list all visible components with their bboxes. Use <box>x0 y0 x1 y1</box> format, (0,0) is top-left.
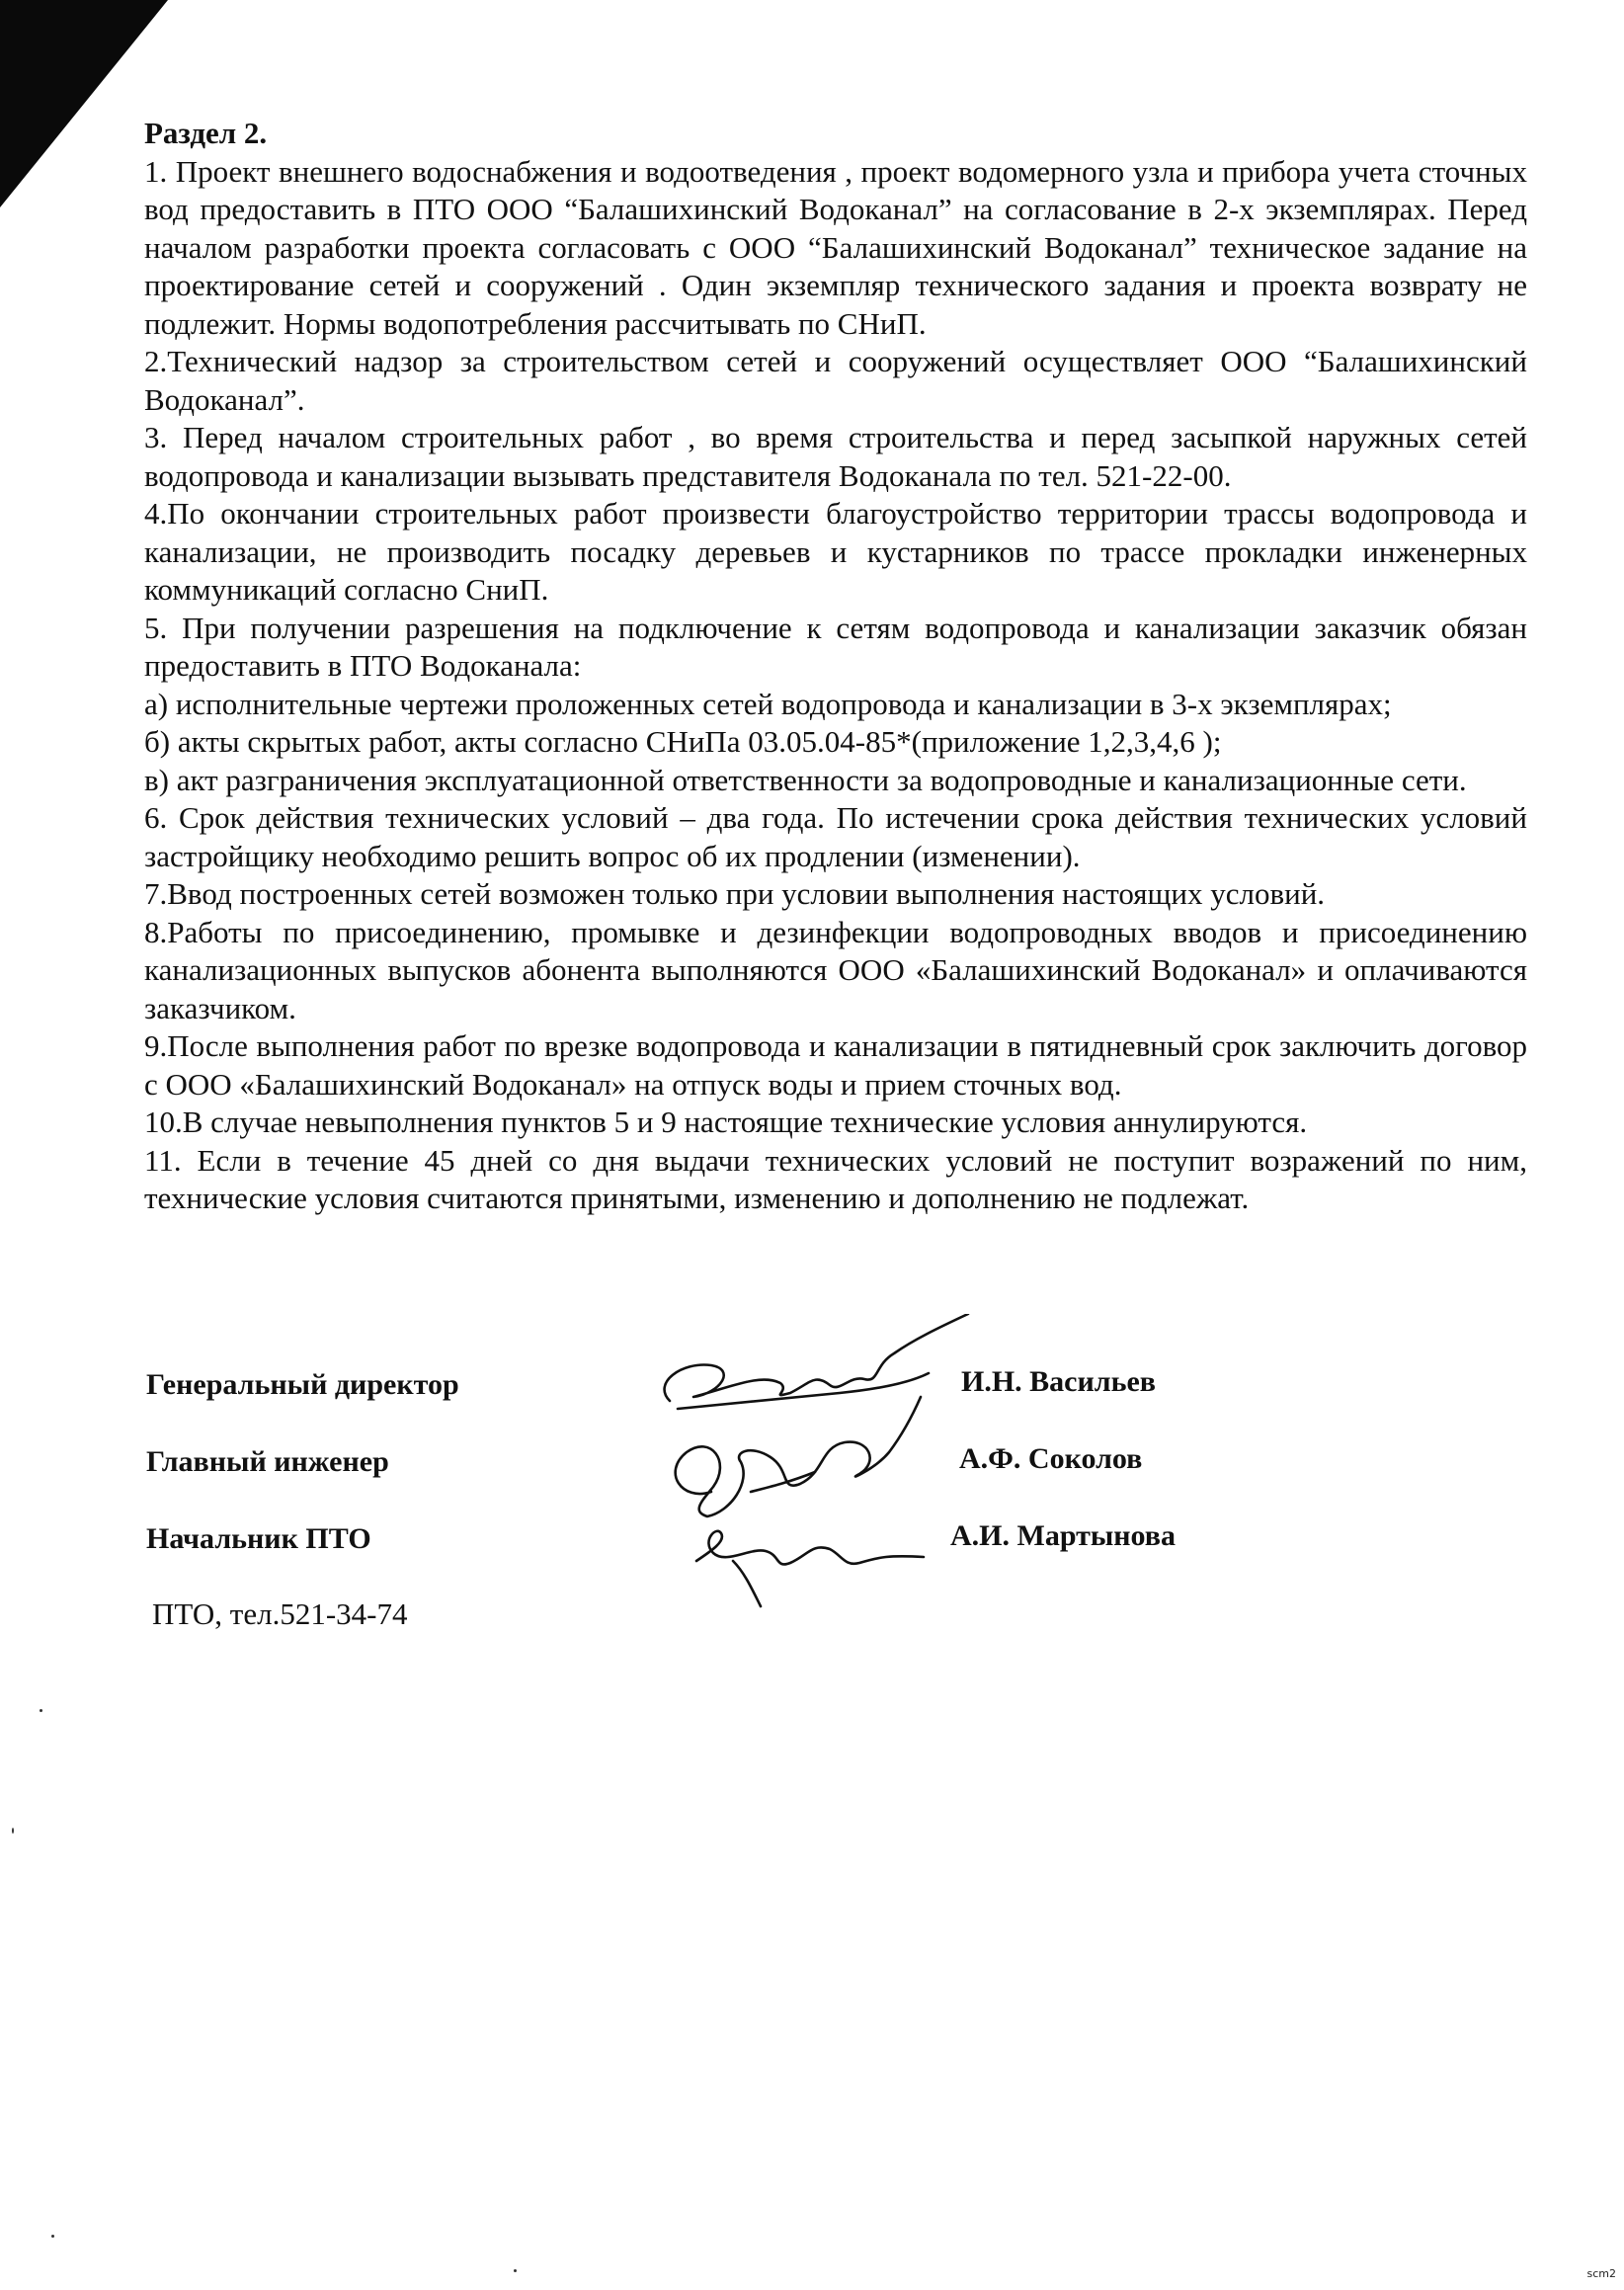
paragraph-5b: б) акты скрытых работ, акты согласно СНиПа 03.05.04-85*(приложение 1,2,3,4,6 ); <box>144 724 1222 759</box>
signer-title-chief-engineer: Главный инженер <box>146 1445 389 1478</box>
scan-speck <box>51 2235 54 2238</box>
section-heading: Раздел 2. <box>144 116 268 150</box>
signer-name-director: И.Н. Васильев <box>961 1365 1156 1398</box>
paragraph-8: 8.Работы по присоединению, промывке и дезинфекции водопроводных вводов и присоединению канализационных выпусков абонента выполняются ООО «Балашихинский Водоканал» и оплачиваются заказчиком. <box>144 914 1527 1025</box>
footer-mark: scm2 <box>1586 2267 1616 2280</box>
signer-title-director: Генеральный директор <box>146 1368 459 1401</box>
signature-stroke-chief <box>676 1397 921 1516</box>
signer-name-chief-engineer: А.Ф. Соколов <box>959 1442 1143 1475</box>
signer-name-pto-head: А.И. Мартынова <box>950 1519 1177 1552</box>
paragraph-4: 4.По окончании строительных работ произвести благоустройство территории трассы водопровода и канализации, не производить посадку деревьев и кустарников по трассе прокладки инженерных коммуникаций согласно СниП. <box>144 496 1527 607</box>
scan-corner-fold <box>0 0 168 207</box>
paragraph-3: 3. Перед началом строительных работ , во время строительства и перед засыпкой наружных сетей водопровода и канализации вызывать представителя Водоканала по тел. 521-22-00. <box>144 420 1527 493</box>
paragraph-6: 6. Срок действия технических условий – два года. По истечении срока действия технических условий застройщику необходимо решить вопрос об их продлении (изменении). <box>144 800 1527 873</box>
paragraph-5: 5. При получении разрешения на подключение к сетям водопровода и канализации заказчик обязан предоставить в ПТО Водоканала: <box>144 610 1527 683</box>
handwritten-signatures <box>642 1314 998 1610</box>
scan-speck <box>12 1828 14 1834</box>
paragraph-11: 11. Если в течение 45 дней со дня выдачи технических условий не поступит возражений по ним, технические условия считаются принятыми, изменению и дополнению не подлежат. <box>144 1142 1527 1215</box>
paragraph-1: 1. Проект внешнего водоснабжения и водоотведения , проект водомерного узла и прибора учета сточных вод предоставить в ПТО ООО “Балашихинский Водоканал” на согласование в 2-х экземплярах. Перед началом разработки проекта согласовать с ООО “Балашихинский Водоканал” техническое задание на проектирование сетей и сооружений . Один экземпляр технического задания и проекта возврату не подлежит. Нормы водопотребления рассчитывать по СНиП. <box>144 153 1527 341</box>
signature-stroke-director <box>665 1314 968 1401</box>
paragraph-9: 9.После выполнения работ по врезке водопровода и канализации в пятидневный срок заключить договор с ООО «Балашихинский Водоканал» на отпуск воды и прием сточных вод. <box>144 1028 1527 1102</box>
scan-speck <box>40 1709 42 1712</box>
signer-title-pto-head: Начальник ПТО <box>146 1522 371 1555</box>
scan-speck <box>514 2269 517 2272</box>
signature-stroke-pto <box>696 1531 924 1565</box>
contact-phone: ПТО, тел.521-34-74 <box>152 1596 408 1631</box>
paragraph-7: 7.Ввод построенных сетей возможен только при условии выполнения настоящих условий. <box>144 876 1326 911</box>
paragraph-10: 10.В случае невыполнения пунктов 5 и 9 настоящие технические условия аннулируются. <box>144 1104 1308 1139</box>
paragraph-5c: в) акт разграничения эксплуатационной ответственности за водопроводные и канализационные сети. <box>144 762 1467 797</box>
paragraph-5a: а) исполнительные чертежи проложенных сетей водопровода и канализации в 3-х экземплярах; <box>144 686 1392 721</box>
paragraph-2: 2.Технический надзор за строительством сетей и сооружений осуществляет ООО “Балашихинский Водоканал”. <box>144 344 1527 417</box>
document-body <box>144 115 1527 1218</box>
